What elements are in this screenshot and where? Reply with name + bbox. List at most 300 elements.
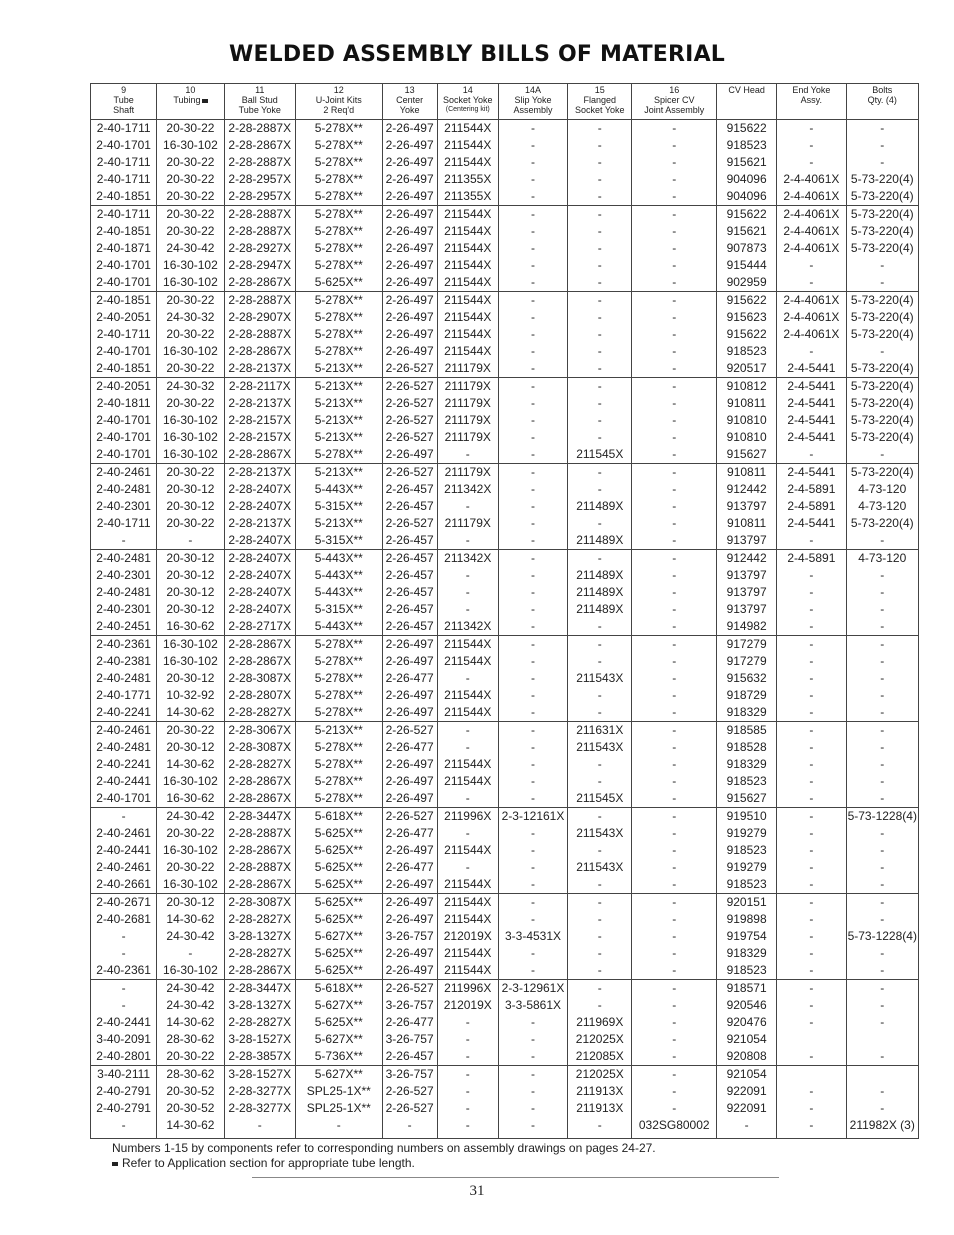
table-cell: -	[632, 1066, 717, 1084]
table-cell: 5-213X**	[295, 395, 382, 412]
table-cell: -	[498, 1014, 567, 1031]
table-cell: -	[437, 1100, 498, 1117]
table-cell: -	[632, 343, 717, 360]
table-cell: 5-73-220(4)	[846, 515, 918, 532]
table-cell: 2-28-2827X	[224, 945, 295, 962]
table-cell: 2-26-497	[382, 876, 437, 894]
table-cell: -	[498, 171, 567, 188]
table-cell: -	[632, 1031, 717, 1048]
table-cell: -	[437, 1066, 498, 1084]
table-cell: 211544X	[437, 326, 498, 343]
table-cell: 20-30-12	[157, 584, 224, 601]
table-cell: 211544X	[437, 636, 498, 654]
table-cell: 211179X	[437, 360, 498, 378]
table-row	[91, 876, 919, 894]
column-sublabel: Assy.	[800, 95, 823, 105]
table-row	[91, 257, 919, 274]
table-cell: 915622	[717, 206, 777, 224]
table-cell: -	[91, 928, 157, 945]
table-cell: 2-4-4061X	[777, 240, 846, 257]
table-cell: 2-40-1771	[91, 687, 157, 704]
table-cell: -	[498, 584, 567, 601]
column-header	[846, 84, 918, 120]
table-cell: -	[777, 859, 846, 876]
table-cell: 211544X	[437, 343, 498, 360]
table-cell: 16-30-62	[157, 790, 224, 808]
table-cell: -	[846, 446, 918, 464]
table-cell: -	[568, 928, 632, 945]
column-label: Bolts	[872, 85, 893, 95]
table-cell: -	[568, 378, 632, 396]
table-cell: 2-4-4061X	[777, 171, 846, 188]
table-cell: 912442	[717, 481, 777, 498]
table-cell: 2-26-497	[382, 137, 437, 154]
filler-row	[91, 1134, 919, 1139]
table-cell: -	[568, 773, 632, 790]
table-cell: 5-625X**	[295, 962, 382, 980]
table-cell: -	[777, 1100, 846, 1117]
table-cell: 2-26-497	[382, 636, 437, 654]
table-cell: 918523	[717, 962, 777, 980]
table-cell: 2-26-497	[382, 446, 437, 464]
table-cell: 2-26-477	[382, 739, 437, 756]
table-cell: -	[568, 429, 632, 446]
table-cell: -	[498, 154, 567, 171]
table-cell: -	[777, 790, 846, 808]
table-cell: -	[568, 223, 632, 240]
table-cell: -	[568, 120, 632, 138]
table-cell: -	[157, 945, 224, 962]
table-cell: -	[568, 756, 632, 773]
table-cell: -	[632, 567, 717, 584]
table-cell: 211543X	[568, 670, 632, 687]
table-cell: 2-28-2887X	[224, 206, 295, 224]
table-cell: -	[568, 997, 632, 1014]
table-cell: 2-26-457	[382, 550, 437, 568]
table-cell: -	[568, 274, 632, 292]
table-cell: -	[498, 240, 567, 257]
table-cell: 5-73-220(4)	[846, 188, 918, 206]
table-cell: 910811	[717, 515, 777, 532]
table-cell: -	[777, 618, 846, 636]
table-cell: 5-443X**	[295, 481, 382, 498]
table-cell: -	[498, 790, 567, 808]
table-cell: 5-213X**	[295, 515, 382, 532]
table-cell: 920151	[717, 894, 777, 912]
table-cell: 2-28-2887X	[224, 120, 295, 138]
table-cell: 5-278X**	[295, 137, 382, 154]
table-cell: -	[846, 876, 918, 894]
table-cell: 2-28-2887X	[224, 859, 295, 876]
table-cell: -	[437, 670, 498, 687]
table-cell: 211489X	[568, 532, 632, 550]
table-cell: -	[846, 137, 918, 154]
column-label: Socket Yoke	[442, 95, 493, 105]
table-cell: 2-26-497	[382, 790, 437, 808]
table-cell: 24-30-42	[157, 928, 224, 945]
table-cell: 2-28-3447X	[224, 808, 295, 826]
table-row	[91, 498, 919, 515]
table-cell: -	[91, 1117, 157, 1134]
table-row	[91, 790, 919, 808]
table-cell: 2-40-2481	[91, 550, 157, 568]
table-cell: 2-26-527	[382, 360, 437, 378]
table-cell: 211544X	[437, 876, 498, 894]
table-cell: 211544X	[437, 257, 498, 274]
table-cell: 910811	[717, 395, 777, 412]
table-cell: 2-40-2051	[91, 309, 157, 326]
table-cell: -	[846, 274, 918, 292]
table-cell: -	[777, 825, 846, 842]
table-cell: -	[568, 206, 632, 224]
table-cell: 918523	[717, 137, 777, 154]
table-cell: 2-26-497	[382, 257, 437, 274]
table-cell: -	[632, 618, 717, 636]
table-row	[91, 171, 919, 188]
table-cell: 2-40-1811	[91, 395, 157, 412]
column-label: CV Head	[728, 85, 765, 95]
table-cell: 211489X	[568, 601, 632, 618]
table-cell: -	[437, 1117, 498, 1134]
table-cell: -	[846, 1083, 918, 1100]
table-cell: 211544X	[437, 274, 498, 292]
table-cell: 2-28-2407X	[224, 481, 295, 498]
table-cell: 16-30-102	[157, 412, 224, 429]
table-cell: -	[632, 378, 717, 396]
column-label: Tube	[113, 95, 134, 105]
table-cell: -	[498, 636, 567, 654]
table-cell: 14-30-62	[157, 704, 224, 722]
column-header	[224, 84, 295, 120]
table-cell: -	[498, 326, 567, 343]
table-cell: 20-30-22	[157, 515, 224, 532]
table-cell: -	[568, 980, 632, 998]
table-cell: 5-278X**	[295, 240, 382, 257]
table-cell: 918329	[717, 945, 777, 962]
table-cell: 211544X	[437, 687, 498, 704]
table-cell: 2-26-477	[382, 670, 437, 687]
table-cell: 2-40-2361	[91, 962, 157, 980]
table-cell: -	[632, 1048, 717, 1066]
table-cell: 2-40-2361	[91, 636, 157, 654]
table-cell: 28-30-62	[157, 1066, 224, 1084]
table-cell: -	[498, 309, 567, 326]
column-number: 11	[255, 85, 265, 95]
table-cell: 5-736X**	[295, 1048, 382, 1066]
table-cell: 16-30-62	[157, 618, 224, 636]
table-cell: -	[846, 790, 918, 808]
column-sublabel: Joint Assembly	[644, 105, 705, 115]
table-cell: -	[91, 945, 157, 962]
table-cell: -	[498, 739, 567, 756]
table-cell: 4-73-120	[846, 550, 918, 568]
table-cell: 2-28-2407X	[224, 567, 295, 584]
table-cell: 914982	[717, 618, 777, 636]
table-cell: 211342X	[437, 550, 498, 568]
table-cell: 2-40-1851	[91, 188, 157, 206]
table-cell: 902959	[717, 274, 777, 292]
table-cell: 5-443X**	[295, 584, 382, 601]
table-cell: -	[498, 206, 567, 224]
table-cell: 211544X	[437, 704, 498, 722]
table-cell: -	[632, 928, 717, 945]
table-cell: 24-30-32	[157, 378, 224, 396]
column-sublabel: Yoke	[399, 105, 420, 115]
table-cell: 2-28-2867X	[224, 773, 295, 790]
table-cell: 2-26-527	[382, 429, 437, 446]
table-cell: -	[632, 911, 717, 928]
table-cell: 2-28-2867X	[224, 842, 295, 859]
table-cell: 2-28-2407X	[224, 601, 295, 618]
table-cell: 3-28-1527X	[224, 1031, 295, 1048]
empty-cell	[498, 1134, 567, 1139]
table-cell: -	[568, 687, 632, 704]
table-cell	[777, 1066, 846, 1084]
table-cell: 2-26-477	[382, 859, 437, 876]
table-cell: 5-73-220(4)	[846, 429, 918, 446]
table-cell: -	[437, 790, 498, 808]
table-cell: 20-30-12	[157, 498, 224, 515]
table-cell: -	[498, 360, 567, 378]
table-cell: 913797	[717, 532, 777, 550]
table-cell: -	[846, 343, 918, 360]
table-row	[91, 894, 919, 912]
table-cell: 2-28-2157X	[224, 412, 295, 429]
table-cell: 211544X	[437, 894, 498, 912]
table-cell: 918523	[717, 773, 777, 790]
table-cell: -	[632, 670, 717, 687]
table-cell: 2-28-2867X	[224, 790, 295, 808]
table-cell: SPL25-1X**	[295, 1083, 382, 1100]
table-cell: 2-26-457	[382, 481, 437, 498]
table-cell: -	[498, 653, 567, 670]
table-cell: 2-40-2381	[91, 653, 157, 670]
table-row	[91, 1117, 919, 1134]
table-row	[91, 928, 919, 945]
column-number: 14	[462, 85, 473, 95]
table-cell: 14-30-62	[157, 1014, 224, 1031]
table-cell: 2-4-4061X	[777, 223, 846, 240]
table-row	[91, 1048, 919, 1066]
table-cell: 2-4-4061X	[777, 309, 846, 326]
table-cell: 211544X	[437, 206, 498, 224]
table-cell: 915632	[717, 670, 777, 687]
table-cell: 2-28-2827X	[224, 756, 295, 773]
table-cell: 5-315X**	[295, 532, 382, 550]
table-cell: -	[437, 498, 498, 515]
table-cell: 211544X	[437, 653, 498, 670]
table-cell: 4-73-120	[846, 481, 918, 498]
table-cell: 2-26-527	[382, 464, 437, 482]
table-cell: 5-625X**	[295, 274, 382, 292]
table-cell: 2-28-2887X	[224, 326, 295, 343]
table-cell: 2-28-3067X	[224, 722, 295, 740]
table-cell: -	[632, 223, 717, 240]
table-cell: 920476	[717, 1014, 777, 1031]
table-cell: -	[846, 859, 918, 876]
table-cell: 5-625X**	[295, 859, 382, 876]
table-cell: -	[632, 790, 717, 808]
table-cell: 2-26-457	[382, 618, 437, 636]
table-cell: 211544X	[437, 773, 498, 790]
table-cell: 2-4-4061X	[777, 188, 846, 206]
table-row	[91, 309, 919, 326]
table-cell: 2-28-2927X	[224, 240, 295, 257]
empty-cell	[777, 1134, 846, 1139]
table-cell: -	[846, 911, 918, 928]
table-cell: 2-26-527	[382, 1083, 437, 1100]
table-cell: 3-28-1327X	[224, 997, 295, 1014]
table-cell: -	[777, 446, 846, 464]
table-cell: -	[846, 601, 918, 618]
table-row	[91, 120, 919, 138]
table-cell: -	[437, 1014, 498, 1031]
table-cell: -	[568, 154, 632, 171]
table-row	[91, 567, 919, 584]
table-cell: 5-627X**	[295, 1031, 382, 1048]
table-cell: 14-30-62	[157, 756, 224, 773]
table-cell: -	[777, 636, 846, 654]
table-cell: -	[498, 120, 567, 138]
table-cell: 2-28-2867X	[224, 274, 295, 292]
table-cell: 3-40-2091	[91, 1031, 157, 1048]
table-row	[91, 842, 919, 859]
table-cell: 2-40-2301	[91, 567, 157, 584]
table-cell: -	[498, 894, 567, 912]
table-cell: -	[777, 687, 846, 704]
table-cell: 5-625X**	[295, 842, 382, 859]
table-cell: 5-278X**	[295, 257, 382, 274]
table-cell: 2-28-3277X	[224, 1100, 295, 1117]
table-cell: -	[632, 137, 717, 154]
table-cell: -	[632, 687, 717, 704]
table-cell: 2-28-2827X	[224, 704, 295, 722]
table-cell: 14-30-62	[157, 1117, 224, 1134]
table-cell: 16-30-102	[157, 842, 224, 859]
column-number: 10	[185, 85, 196, 95]
table-cell: 3-3-5861X	[498, 997, 567, 1014]
table-cell: -	[568, 636, 632, 654]
table-cell: 20-30-22	[157, 223, 224, 240]
empty-cell	[295, 1134, 382, 1139]
table-cell: 920808	[717, 1048, 777, 1066]
table-cell: 3-28-1527X	[224, 1066, 295, 1084]
table-cell: -	[777, 257, 846, 274]
table-cell: 211913X	[568, 1083, 632, 1100]
table-cell: 20-30-12	[157, 739, 224, 756]
table-row	[91, 412, 919, 429]
table-cell: 5-73-220(4)	[846, 171, 918, 188]
table-cell: 2-40-1851	[91, 223, 157, 240]
table-cell: 2-26-527	[382, 722, 437, 740]
table-cell: -	[632, 739, 717, 756]
table-row	[91, 859, 919, 876]
table-cell: 5-278X**	[295, 223, 382, 240]
column-number: 12	[333, 85, 344, 95]
table-cell: -	[632, 171, 717, 188]
table-row	[91, 1014, 919, 1031]
table-row	[91, 739, 919, 756]
table-cell: -	[632, 188, 717, 206]
table-cell: 212025X	[568, 1031, 632, 1048]
column-header	[498, 84, 567, 120]
table-cell: 913797	[717, 584, 777, 601]
table-cell: 211179X	[437, 464, 498, 482]
table-cell: 5-315X**	[295, 498, 382, 515]
table-cell: 211544X	[437, 962, 498, 980]
table-cell: 211545X	[568, 446, 632, 464]
table-cell: -	[777, 274, 846, 292]
table-cell: -	[632, 292, 717, 310]
column-sublabel: Shaft	[113, 105, 135, 115]
table-row	[91, 1066, 919, 1084]
table-row	[91, 137, 919, 154]
table-cell: -	[777, 756, 846, 773]
table-cell: 211996X	[437, 808, 498, 826]
footnotes	[112, 1141, 656, 1171]
table-cell: -	[437, 532, 498, 550]
table-cell: 5-213X**	[295, 722, 382, 740]
table-cell: -	[632, 464, 717, 482]
table-cell: 10-32-92	[157, 687, 224, 704]
table-cell: 5-627X**	[295, 928, 382, 945]
table-cell: 211179X	[437, 515, 498, 532]
table-row	[91, 911, 919, 928]
table-cell: 5-213X**	[295, 412, 382, 429]
table-row	[91, 687, 919, 704]
table-cell: -	[498, 1117, 567, 1134]
table-cell: 5-73-1228(4)	[847, 929, 917, 943]
table-cell: 915623	[717, 309, 777, 326]
table-row	[91, 601, 919, 618]
table-cell: -	[632, 722, 717, 740]
column-label: End Yoke	[792, 85, 831, 95]
table-row	[91, 240, 919, 257]
table-cell: -	[568, 550, 632, 568]
table-cell: -	[846, 756, 918, 773]
table-cell: 2-28-2807X	[224, 687, 295, 704]
table-cell: -	[846, 618, 918, 636]
table-cell: -	[568, 515, 632, 532]
table-cell: -	[498, 188, 567, 206]
table-cell: -	[632, 653, 717, 670]
table-row	[91, 360, 919, 378]
table-cell: 2-26-527	[382, 515, 437, 532]
table-cell: 2-26-497	[382, 274, 437, 292]
table-cell: 5-278X**	[295, 739, 382, 756]
table-cell: 3-26-757	[382, 1066, 437, 1084]
bullet-icon	[202, 99, 208, 103]
table-cell: 2-40-2301	[91, 498, 157, 515]
table-cell: -	[437, 1031, 498, 1048]
table-cell: 915621	[717, 223, 777, 240]
table-cell: 5-627X**	[295, 997, 382, 1014]
table-cell: 2-28-2407X	[224, 532, 295, 550]
table-cell: 20-30-22	[157, 188, 224, 206]
table-cell: 918523	[717, 842, 777, 859]
table-cell: 211355X	[437, 171, 498, 188]
table-cell: -	[777, 567, 846, 584]
page-number: 31	[469, 1183, 485, 1199]
table-cell: 2-26-457	[382, 1048, 437, 1066]
table-cell: -	[846, 894, 918, 912]
table-cell: 16-30-102	[157, 773, 224, 790]
table-cell: -	[498, 618, 567, 636]
column-header	[295, 84, 382, 120]
table-cell: 2-40-2441	[91, 842, 157, 859]
table-row	[91, 980, 919, 998]
table-cell: 5-278X**	[295, 171, 382, 188]
